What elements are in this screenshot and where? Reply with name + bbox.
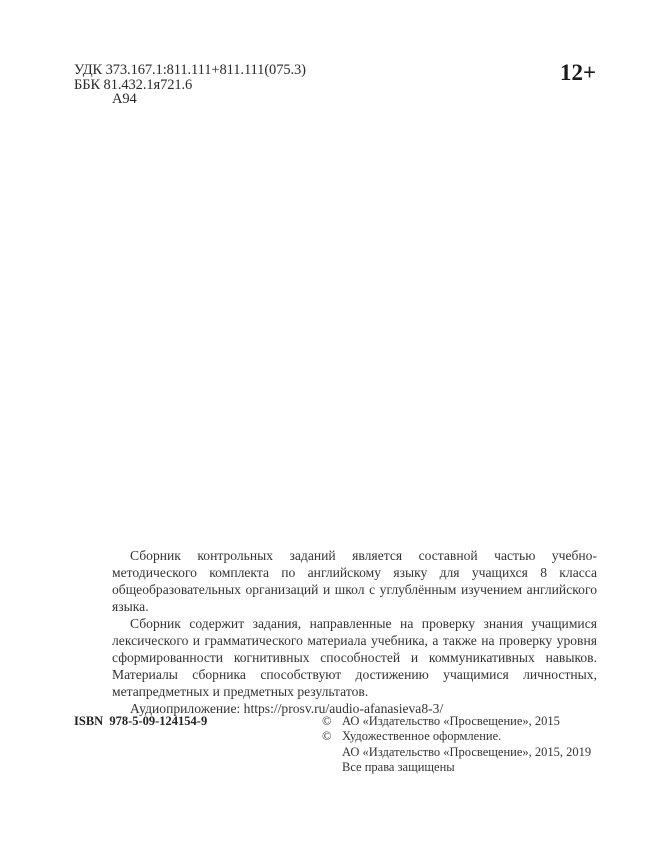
rights-reserved: Все права защищены [342, 759, 455, 774]
isbn-label: ISBN [74, 714, 104, 728]
author-mark: А94 [112, 91, 137, 107]
copyright-line [322, 760, 591, 775]
age-rating-badge: 12+ [560, 60, 597, 85]
copyright-line [322, 745, 591, 760]
copyright-text: Художественное оформление. [342, 729, 502, 744]
copyright-spacer [322, 760, 342, 775]
audio-link[interactable]: Аудиоприложение: https://prosv.ru/audio-afanasieva8-3/ [130, 701, 444, 716]
isbn [74, 714, 207, 729]
annotation [112, 547, 597, 717]
annotation-paragraph: Сборник содержит задания, направленные на проверку знания учащимися лексического и грамматического материала учебника, а также на проверку уровня сформированности когнитивных способностей и коммуникативных навыков. Материалы сборника способствуют достижению учащимися личностных, метапредметных и предметных результатов. [112, 616, 597, 699]
copyright-text: АО «Издательство «Просвещение», 2015 [342, 714, 560, 728]
udk-code: УДК 373.167.1:811.111+811.111(075.3) [74, 62, 306, 78]
copyright-block [322, 714, 591, 775]
bbk-code: ББК 81.432.1я721.6 [74, 76, 193, 93]
isbn-value: 978-5-09-124154-9 [109, 714, 208, 728]
copyright-text: АО «Издательство «Просвещение», 2015, 2019 [342, 744, 592, 759]
copyright-icon: © [322, 729, 332, 744]
copyright-line [322, 714, 591, 729]
copyright-icon: © [322, 714, 332, 728]
copyright-line [322, 729, 591, 744]
annotation-paragraph: Сборник контрольных заданий является составной частью учебно-методического комплекта по английскому языку для учащихся 8 класса общеобразовательных организаций и школ с углублённым изучением английского языка. [112, 548, 597, 614]
copyright-spacer [322, 745, 342, 760]
classification-block [74, 63, 306, 107]
